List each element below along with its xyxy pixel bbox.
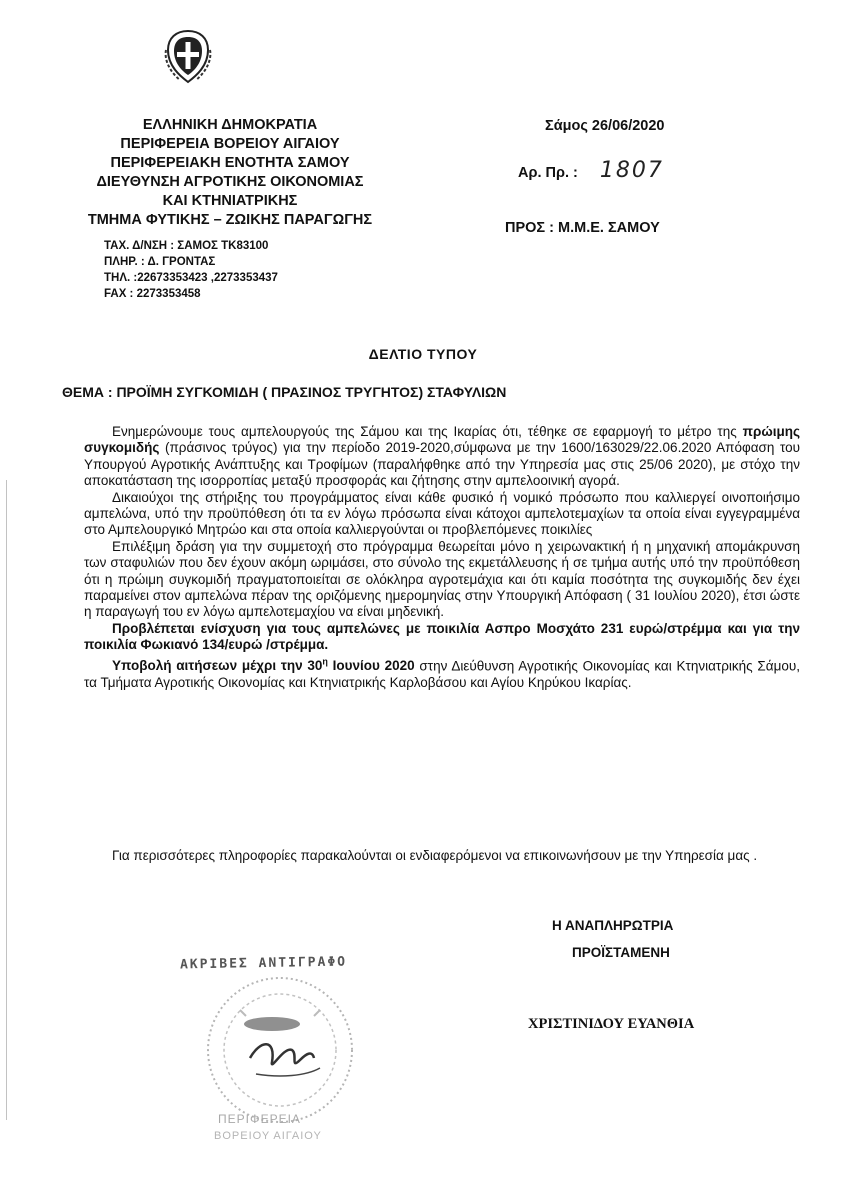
org-line-republic: ΕΛΛΗΝΙΚΗ ΔΗΜΟΚΡΑΤΙΑ [142,117,318,133]
fax-number: FAX : 2273353458 [104,288,201,300]
contact-person: ΠΛΗΡ. : Δ. ΓΡΟΝΤΑΣ [104,256,216,268]
org-line-directorate: ΔΙΕΥΘΥΝΣΗ ΑΓΡΟΤΙΚΗΣ ΟΙΚΟΝΟΜΙΑΣ [96,174,364,190]
document-subject: ΘΕΜΑ : ΠΡΟΪΜΗ ΣΥΓΚΟΜΙΔΗ ( ΠΡΑΣΙΝΟΣ ΤΡΥΓΗΤΟΣ) ΣΤΑΦΥΛΙΩΝ [62,384,507,400]
seal-text-line-1: ΠΕΡΙΦΕΡΕΙΑ [218,1112,301,1126]
seal-text-line-2: ΒΟΡΕΙΟΥ ΑΙΓΑΙΟΥ [214,1130,322,1142]
paragraph-beneficiaries: Δικαιούχοι της στήριξης του προγράμματος είναι κάθε φυσικό ή νομικό πρόσωπο που καλλιεργεί οινοποιήσιμο αμπελώνα, υπό την προϋπόθεση ότι τα εν λόγω πρόσωπα είναι κάτοχοι αμπελοτεμαχίων τα οποία είναι εγγεγραμμένα στο Αμπελουργικό Μητρώο και στα οποία καλλιεργούνται οι προβλεπόμενες ποικιλίες [84,489,800,538]
scan-margin-artifact [6,480,7,1120]
greek-coat-of-arms-icon [162,28,214,86]
protocol-label: Αρ. Πρ. : [518,165,578,181]
contact-details [104,238,278,302]
issuing-authority-header [40,116,420,230]
protocol-line [518,158,664,183]
paragraph-application-deadline: Υποβολή αιτήσεων μέχρι την $30^\eta$ Ιουνίου 2020 στην Διεύθυνση Αγροτικής Οικονομίας και Κτηνιατρικής Σάμου, τα Τμήματα Αγροτικής Οικονομίας και Κτηνιατρικής Καρλοβάσου και Αγίου Κηρύκου Ικαρίας. [84,656,800,690]
certified-copy-stamp: ΑΚΡΙΒΕΣ ΑΝΤΙΓΡΑΦΟ [179,954,348,973]
org-line-region: ΠΕΡΙΦΕΡΕΙΑ ΒΟΡΕΙΟΥ ΑΙΓΑΙΟΥ [120,136,340,152]
closing-text: Για περισσότερες πληροφορίες παρακαλούνται οι ενδιαφερόμενοι να επικοινωνήσουν με την Υπηρεσία μας . [112,848,758,863]
place-date: Σάμος 26/06/2020 [545,118,665,134]
signer-role-deputy: Η ΑΝΑΠΛΗΡΩΤΡΙΑ [552,918,674,933]
paragraph-eligible-action: Επιλέξιμη δράση για την συμμετοχή στο πρόγραμμα θεωρείται μόνο η χειρωνακτική ή η μηχανική απομάκρυνση των σταφυλιών που δεν έχουν ακόμη ωριμάσει, στο σύνολο της εκμετάλλευσης ή σε τμήμα αυτής υπό την προϋπόθεση ότι η πρώιμη συγκομιδή πραγματοποιείται σε ολόκληρα αγροτεμάχια και ότι καμία ποσότητα της συγκομιδής δεν έχει παραμείνει στον αμπελώνα πέραν της οριζόμενης ημερομηνίας στην Υπουργική Απόφαση ( 31 Ιουλίου 2020), έτσι ώστε η παραγωγή του εν λόγω αμπελοτεμαχίου να είναι μηδενική. [84,538,800,620]
protocol-number-handwritten: 1807 [599,158,664,183]
early-harvest-emphasis: πρώιμης συγκομιδής [84,424,800,456]
recipient: ΠΡΟΣ : Μ.Μ.Ε. ΣΑΜΟΥ [505,220,660,236]
org-line-department: ΤΜΗΜΑ ΦΥΤΙΚΗΣ – ΖΩΙΚΗΣ ΠΑΡΑΓΩΓΗΣ [87,212,373,228]
signer-role-head: ΠΡΟΪΣΤΑΜΕΝΗ [572,945,670,960]
document-title: ΔΕΛΤΙΟ ΤΥΠΟΥ [368,346,478,362]
org-line-regional-unit: ΠΕΡΙΦΕΡΕΙΑΚΗ ΕΝΟΤΗΤΑ ΣΑΜΟΥ [110,155,350,171]
document-body [84,424,800,691]
postal-address: ΤΑΧ. Δ/ΝΣΗ : ΣΑΜΟΣ ΤΚ83100 [104,240,269,252]
signer-name: ΧΡΙΣΤΙΝΙΔΟΥ ΕΥΑΝΘΙΑ [528,1016,695,1032]
org-line-directorate-cont: ΚΑΙ ΚΤΗΝΙΑΤΡΙΚΗΣ [162,193,298,209]
closing-paragraph [84,848,800,865]
paragraph-intro: Ενημερώνουμε τους αμπελουργούς της Σάμου και της Ικαρίας ότι, τέθηκε σε εφαρμογή το μέτρο της πρώιμης συγκομιδής (πράσινος τρύγος) για την περίοδο 2019-2020,σύμφωνα με την 1600/163029/22.06.2020 Απόφαση του Υπουργού Αγροτικής Ανάπτυξης και Τροφίμων (παραλήφθηκε από την Υπηρεσία μας στις 25/06 2020), με στόχο την αποκατάσταση της ισορροπίας μεταξύ προσφοράς και ζήτησης στην αμπελοοινική αγορά. [84,424,800,489]
paragraph-aid-amounts: Προβλέπεται ενίσχυση για τους αμπελώνες με ποικιλία Ασπρο Μοσχάτο 231 ευρώ/στρέμμα και για την ποικιλία Φωκιανό 134/ευρώ /στρέμμα. [84,620,800,653]
phone-numbers: ΤΗΛ. :22673353423 ,2273353437 [104,272,278,284]
